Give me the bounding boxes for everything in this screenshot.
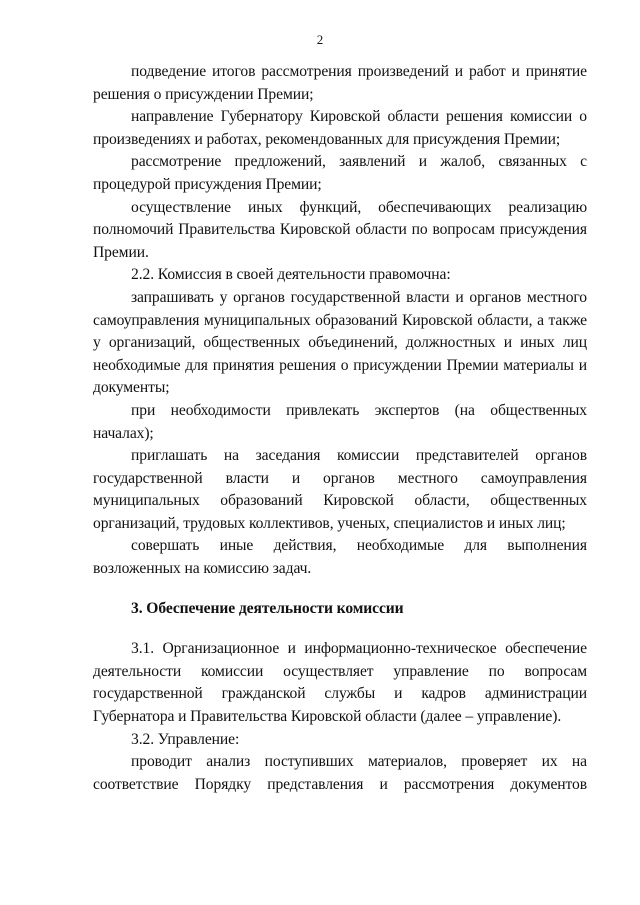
- paragraph: осуществление иных функций, обеспечивающих реализацию полномочий Правительства Кировской области по вопросам присуждения Премии.: [93, 198, 587, 261]
- section-heading: 3. Обеспечение деятельности комиссии: [131, 599, 404, 617]
- document-body: [93, 61, 587, 796]
- paragraph-last: проводит анализ поступивших материалов, проверяет их на соответствие Порядку представления и рассмотрения документов: [93, 753, 587, 793]
- paragraph: при необходимости привлекать экспертов (на общественных началах);: [93, 401, 587, 442]
- paragraph: 3.2. Управление:: [131, 730, 240, 748]
- page-number: 2: [316, 32, 324, 47]
- paragraph: направление Губернатору Кировской области решения комиссии о произведениях и работах, рекомендованных для присуждения Премии;: [93, 108, 587, 148]
- paragraph: подведение итогов рассмотрения произведений и работ и принятие решения о присуждении Премии;: [93, 63, 587, 103]
- paragraph: 3.1. Организационное и информационно-техническое обеспечение деятельности комиссии осуществляет управление по вопросам государственной гражданской службы и кадров администрации Губернатора и Правительства Кировской области (далее – управление).: [93, 640, 587, 726]
- paragraph: 2.2. Комиссия в своей деятельности правомочна:: [131, 266, 451, 284]
- paragraph: приглашать на заседания комиссии представителей органов государственной власти и органов местного самоуправления муниципальных образований Кировской области, общественных организаций, трудовых коллективов, ученых, специалистов и иных лиц;: [93, 447, 587, 532]
- paragraph: совершать иные действия, необходимые для выполнения возложенных на комиссию задач.: [93, 537, 587, 578]
- paragraph: запрашивать у органов государственной власти и органов местного самоуправления муниципальных образований Кировской области, а также у организаций, общественных объединений, должностных и иных лиц необходимые для принятия решения о присуждении Премии материалы и документы;: [93, 288, 587, 397]
- paragraph: рассмотрение предложений, заявлений и жалоб, связанных с процедурой присуждения Премии;: [93, 153, 587, 193]
